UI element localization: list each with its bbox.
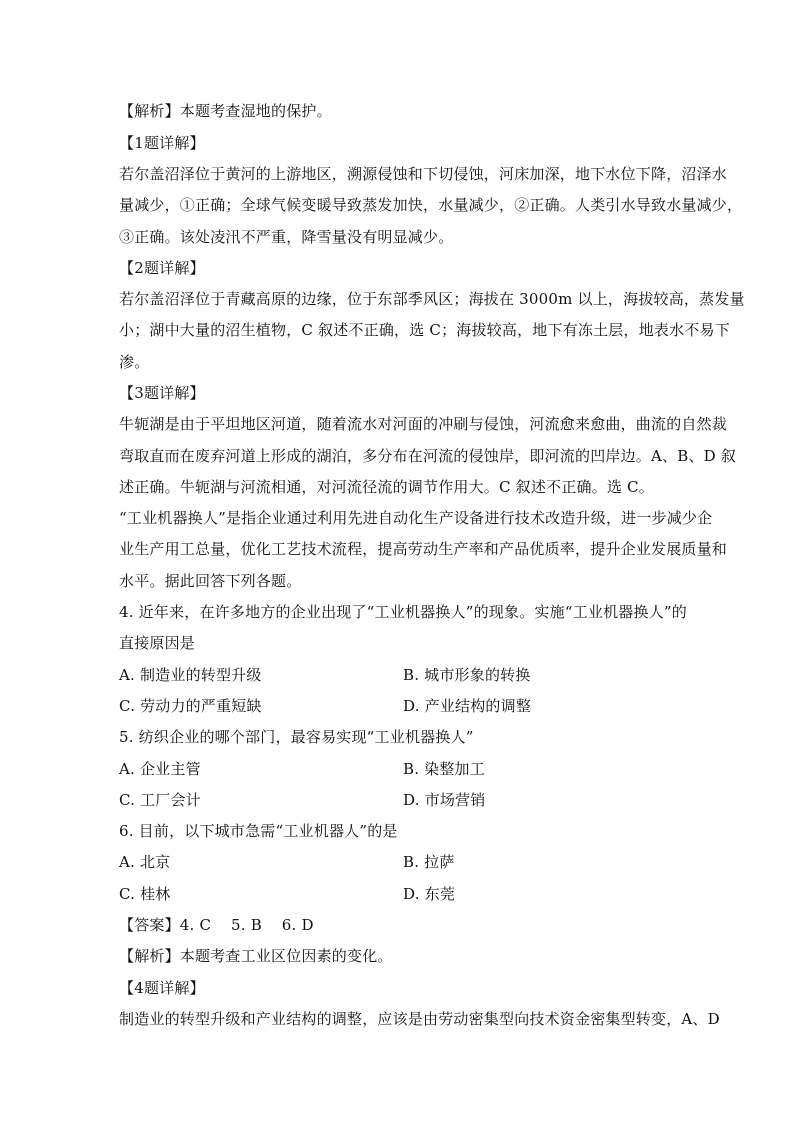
q5-option-c: C. 工厂会计 bbox=[119, 791, 201, 809]
paragraph-line: 量减少，①正确；全球气候变暖导致蒸发加快，水量减少，②正确。人类引水导致水量减少， bbox=[119, 196, 743, 214]
analysis-intro-1: 【解析】本题考查湿地的保护。 bbox=[119, 102, 332, 120]
q5-option-a: A. 企业主管 bbox=[119, 760, 201, 778]
q4-option-c: C. 劳动力的严重短缺 bbox=[119, 697, 262, 715]
paragraph-line: 述正确。牛轭湖与河流相通，对河流径流的调节作用大。C 叙述不正确。选 C。 bbox=[119, 478, 654, 496]
q6-option-b: B. 拉萨 bbox=[403, 853, 455, 871]
paragraph-line: ③正确。该处凌汛不严重，降雪量没有明显减少。 bbox=[119, 228, 454, 246]
q5-option-d: D. 市场营销 bbox=[403, 791, 486, 809]
section-heading-q4: 【4题详解】 bbox=[119, 979, 205, 997]
analysis-intro-2: 【解析】本题考查工业区位因素的变化。 bbox=[119, 947, 393, 965]
paragraph-line: 小；湖中大量的沼生植物，C 叙述不正确，选 C；海拔较高，地下有冻土层，地表水不易下 bbox=[119, 321, 730, 339]
answer-line: 【答案】4. C 5. B 6. D bbox=[119, 916, 314, 934]
question-6-stem: 6. 目前，以下城市急需“工业机器人”的是 bbox=[119, 822, 398, 840]
q6-option-c: C. 桂林 bbox=[119, 885, 171, 903]
section-heading-q1: 【1题详解】 bbox=[119, 134, 205, 152]
paragraph-line: 渗。 bbox=[119, 353, 150, 371]
section-heading-q2: 【2题详解】 bbox=[119, 259, 205, 277]
q4-option-b: B. 城市形象的转换 bbox=[403, 666, 531, 684]
paragraph-line: 若尔盖沼泽位于黄河的上游地区，溯源侵蚀和下切侵蚀，河床加深，地下水位下降，沼泽水 bbox=[119, 165, 728, 183]
q4-option-d: D. 产业结构的调整 bbox=[403, 697, 532, 715]
paragraph-line: 若尔盖沼泽位于青藏高原的边缘，位于东部季风区；海拔在 3000m 以上，海拔较高，蒸发量 bbox=[119, 290, 745, 308]
question-5-stem: 5. 纺织企业的哪个部门，最容易实现“工业机器换人” bbox=[119, 728, 474, 746]
q5-option-b: B. 染整加工 bbox=[403, 760, 485, 778]
paragraph-line: 弯取直而在废弃河道上形成的湖泊，多分布在河流的侵蚀岸，即河流的凹岸边。A、B、D 叙 bbox=[119, 447, 737, 465]
q6-option-d: D. 东莞 bbox=[403, 885, 456, 903]
paragraph-line: 制造业的转型升级和产业结构的调整，应该是由劳动密集型向技术资金密集型转变，A、D bbox=[119, 1010, 720, 1028]
q4-option-a: A. 制造业的转型升级 bbox=[119, 666, 262, 684]
paragraph-line: 牛轭湖是由于平坦地区河道，随着流水对河面的冲刷与侵蚀，河流愈来愈曲，曲流的自然裁 bbox=[119, 415, 728, 433]
material-line: 业生产用工总量，优化工艺技术流程，提高劳动生产率和产品优质率，提升企业发展质量和 bbox=[119, 540, 728, 558]
material-line: “工业机器换人”是指企业通过利用先进自动化生产设备进行技术改造升级，进一步减少企 bbox=[119, 509, 713, 527]
section-heading-q3: 【3题详解】 bbox=[119, 384, 205, 402]
question-4-stem: 4. 近年来，在许多地方的企业出现了“工业机器换人”的现象。实施“工业机器换人”的 bbox=[119, 603, 687, 621]
material-line: 水平。据此回答下列各题。 bbox=[119, 572, 302, 590]
question-4-stem: 直接原因是 bbox=[119, 634, 196, 652]
q6-option-a: A. 北京 bbox=[119, 853, 171, 871]
